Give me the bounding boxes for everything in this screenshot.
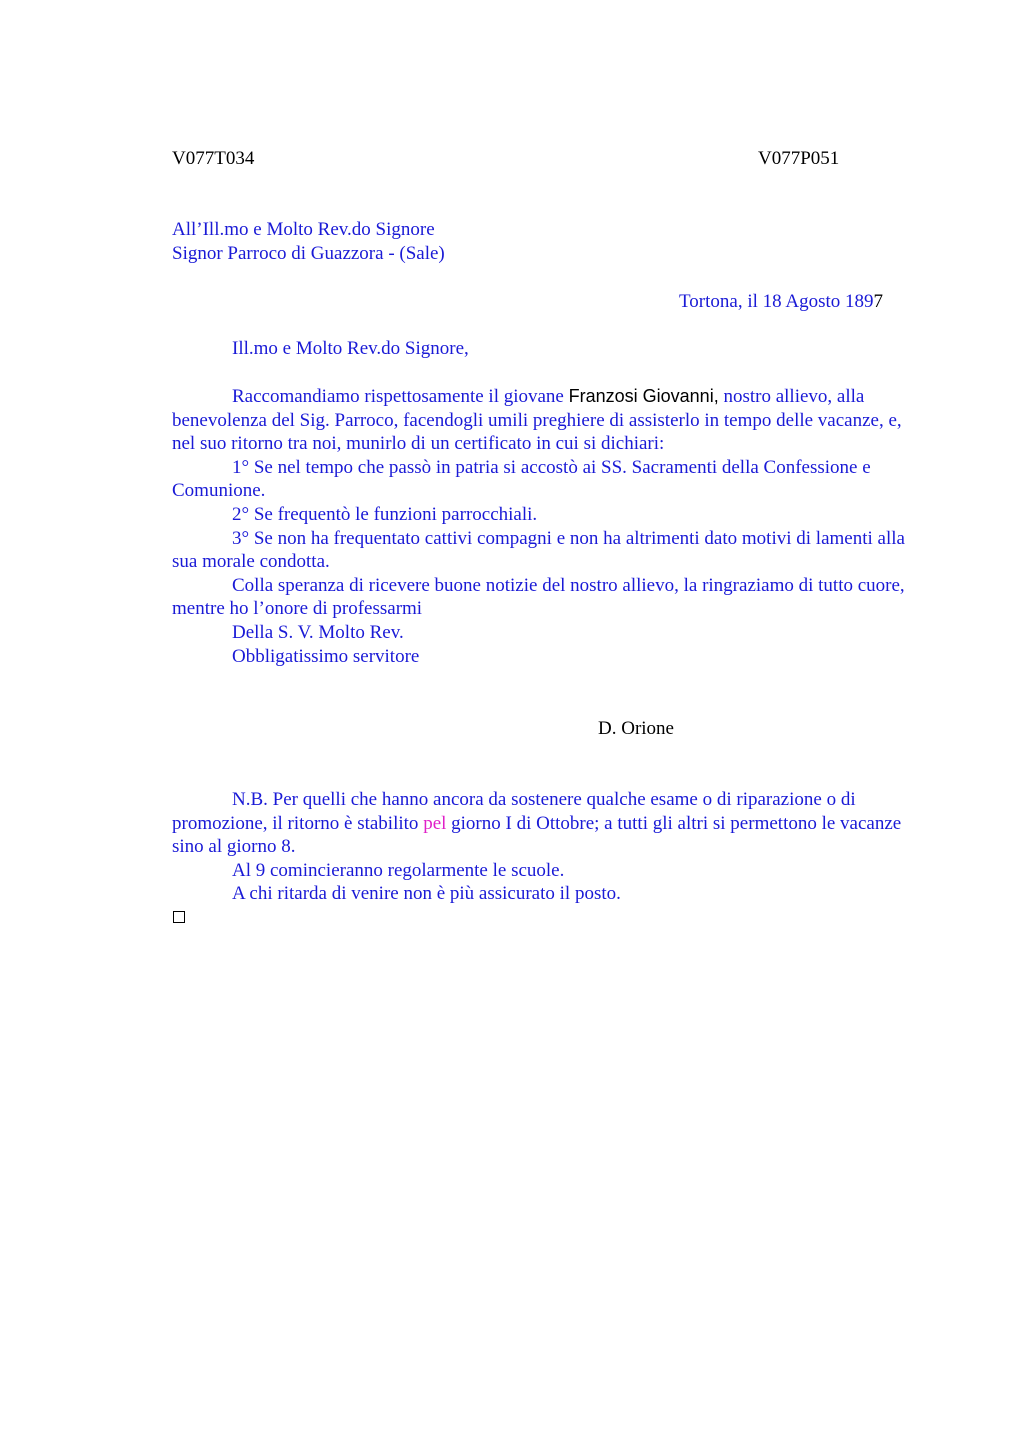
address-line-2: Signor Parroco di Guazzora - (Sale) [172, 242, 445, 264]
address-block [172, 218, 918, 265]
body-paragraph-1 [172, 385, 918, 456]
dateline-text: Tortona, il 18 Agosto 189 [679, 291, 874, 312]
closing-paragraph: Colla speranza di ricevere buone notizie del nostro allievo, la ringraziamo di tutto cuore, mentre ho l’onore di professarmi [172, 574, 905, 620]
nota-bene [172, 788, 918, 906]
request-item-1: 1° Se nel tempo che passò in patria si accostò ai SS. Sacramenti della Confessione e Comunione. [172, 456, 871, 502]
closing-della: Della S. V. Molto Rev. [232, 621, 404, 643]
body-p1-lead: Raccomandiamo rispettosamente il giovane [232, 386, 569, 407]
dateline-last-digit: 7 [873, 291, 883, 312]
signature: D. Orione [598, 718, 674, 739]
letter-body [172, 385, 918, 668]
dateline [0, 290, 883, 314]
nb-line-3: A chi ritarda di venire non è più assicurato il posto. [232, 883, 621, 905]
request-item-3: 3° Se non ha frequentato cattivi compagni e non ha altrimenti dato motivi di lamenti alla sua morale condotta. [172, 527, 905, 573]
body-p1-rest: nostro allievo, alla benevolenza del Sig. Parroco, facendogli umili preghiere di assisterlo in tempo delle vacanze, e, nel suo ritorno tra noi, munirlo di un certificato in cui si dichiari: [172, 386, 902, 455]
right-archive-code: V077P051 [758, 148, 840, 169]
nb-highlight-word: pel [423, 812, 447, 834]
end-marker-square-icon [173, 911, 185, 923]
nb-p1-rest: giorno I di Ottobre; a tutti gli altri si permettono le vacanze sino al giorno 8. [172, 812, 902, 858]
student-name: Franzosi Giovanni, [568, 386, 719, 406]
nb-line-2: Al 9 comincieranno regolarmente le scuole. [232, 859, 565, 881]
left-archive-code: V077T034 [172, 148, 255, 169]
nb-paragraph-1 [172, 788, 918, 859]
address-line-1: All’Ill.mo e Molto Rev.do Signore [172, 219, 435, 240]
request-item-2: 2° Se frequentò le funzioni parrocchiali. [232, 503, 538, 525]
closing-obbligatissimo: Obbligatissimo servitore [232, 645, 420, 667]
salutation [172, 337, 918, 361]
nb-p1-lead: N.B. Per quelli che hanno ancora da sostenere qualche esame o di riparazione o di promozione, il ritorno è stabilito [172, 789, 856, 834]
salutation-text: Ill.mo e Molto Rev.do Signore, [232, 338, 469, 359]
